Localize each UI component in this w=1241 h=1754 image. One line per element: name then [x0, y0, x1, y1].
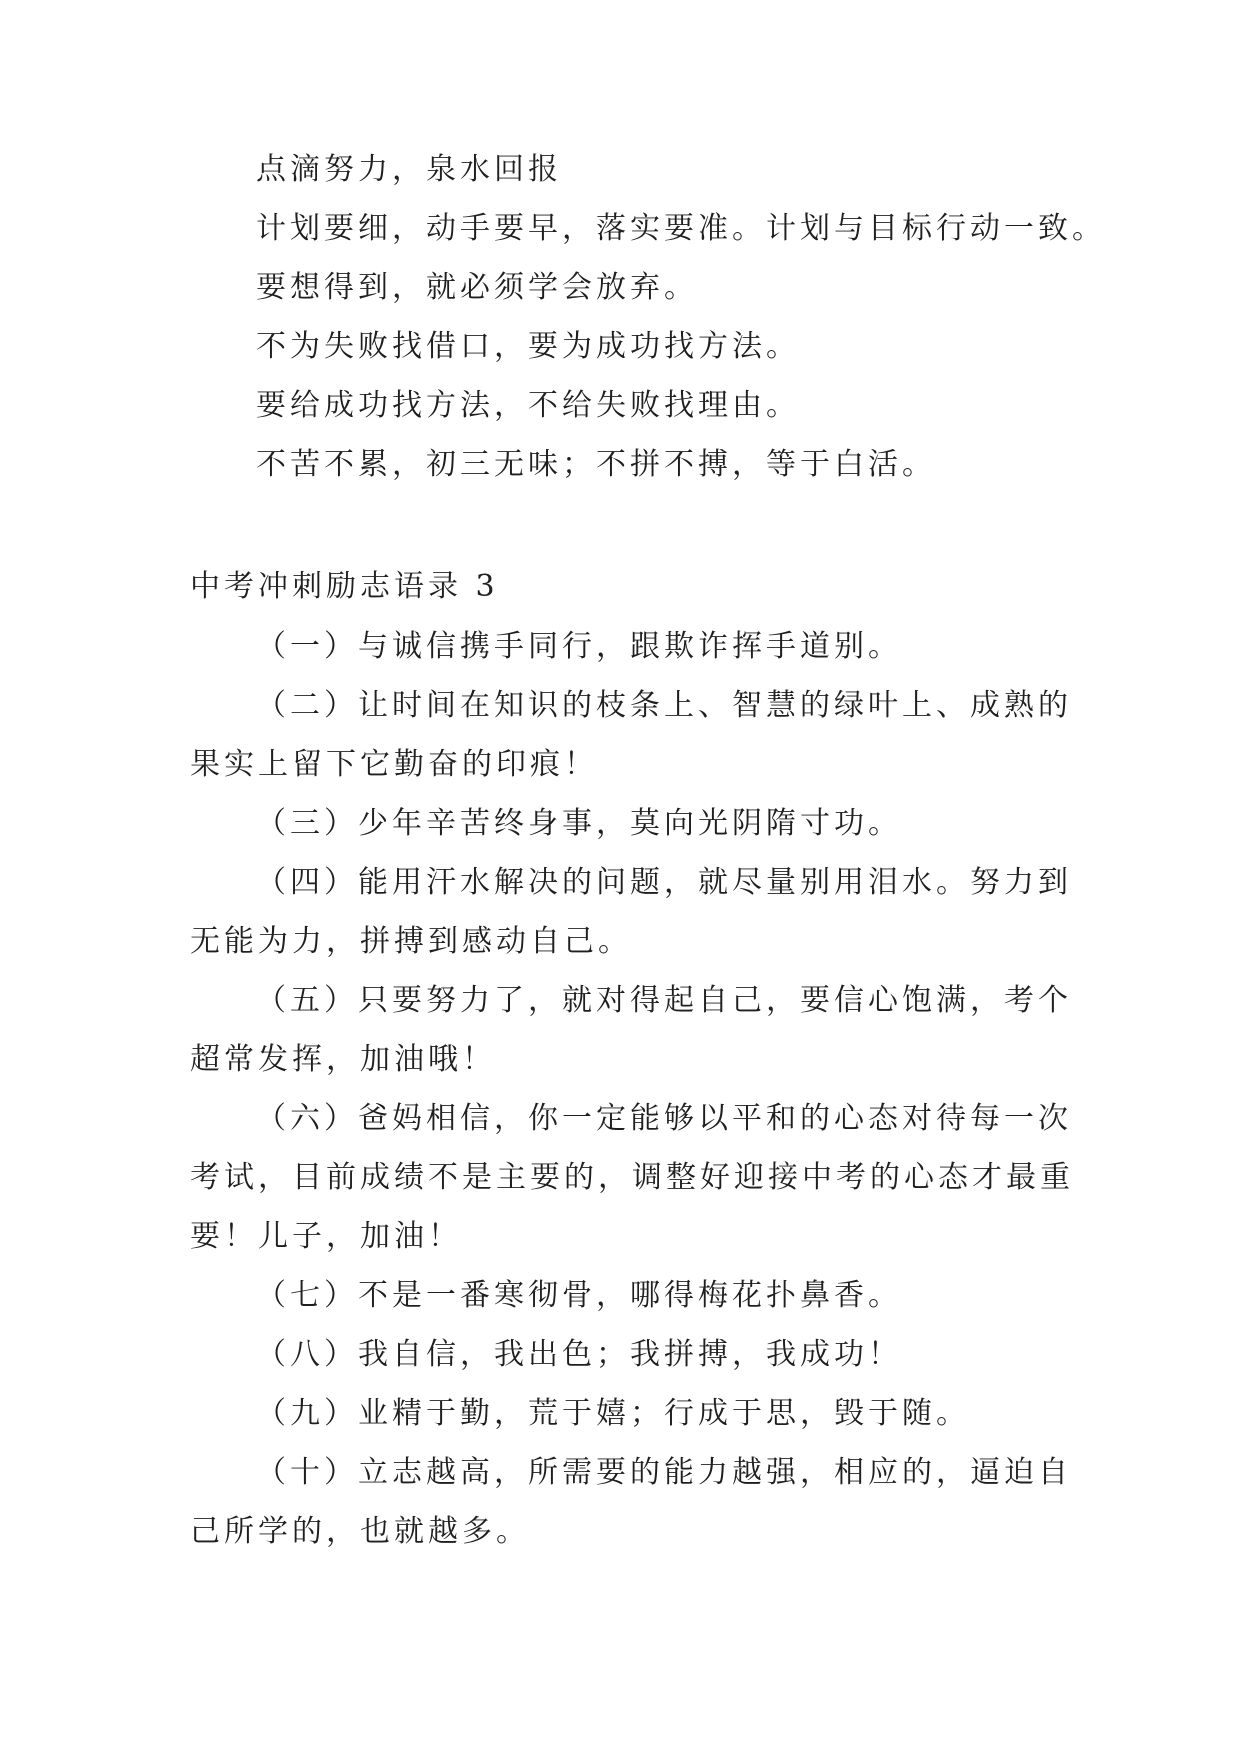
quote-line: 考试，目前成绩不是主要的，调整好迎接中考的心态才最重 — [190, 1160, 1074, 1195]
quote-line: 果实上留下它勤奋的印痕！ — [190, 747, 598, 782]
motto-line: 不苦不累，初三无味；不拼不搏，等于白活。 — [256, 447, 936, 482]
quote-line: （十）立志越高，所需要的能力越强，相应的，逼迫自 — [256, 1455, 1072, 1490]
quote-line: （三）少年辛苦终身事，莫向光阴隋寸功。 — [256, 806, 902, 841]
quote-line: （五）只要努力了，就对得起自己，要信心饱满，考个 — [256, 983, 1072, 1018]
quote-line: （二）让时间在知识的枝条上、智慧的绿叶上、成熟的 — [256, 688, 1072, 723]
quote-line: （七）不是一番寒彻骨，哪得梅花扑鼻香。 — [256, 1278, 902, 1313]
motto-line: 要想得到，就必须学会放弃。 — [256, 270, 698, 305]
motto-line: 点滴努力，泉水回报 — [256, 152, 562, 187]
quote-line: （六）爸妈相信，你一定能够以平和的心态对待每一次 — [256, 1101, 1072, 1136]
quote-line: 己所学的，也就越多。 — [190, 1514, 530, 1549]
quote-line: （九）业精于勤，荒于嬉；行成于思，毁于随。 — [256, 1396, 970, 1431]
quote-line: 无能为力，拼搏到感动自己。 — [190, 924, 632, 959]
quote-line: （一）与诚信携手同行，跟欺诈挥手道别。 — [256, 629, 902, 664]
motto-line: 要给成功找方法，不给失败找理由。 — [256, 388, 800, 423]
quote-line: 超常发挥，加油哦！ — [190, 1042, 496, 1077]
quote-line: （八）我自信，我出色；我拼搏，我成功！ — [256, 1337, 902, 1372]
section-heading: 中考冲刺励志语录 3 — [190, 569, 499, 604]
motto-line: 计划要细，动手要早，落实要准。计划与目标行动一致。 — [256, 211, 1106, 246]
motto-line: 不为失败找借口，要为成功找方法。 — [256, 329, 800, 364]
quote-line: （四）能用汗水解决的问题，就尽量别用泪水。努力到 — [256, 865, 1072, 900]
quote-line: 要！儿子，加油！ — [190, 1219, 462, 1254]
